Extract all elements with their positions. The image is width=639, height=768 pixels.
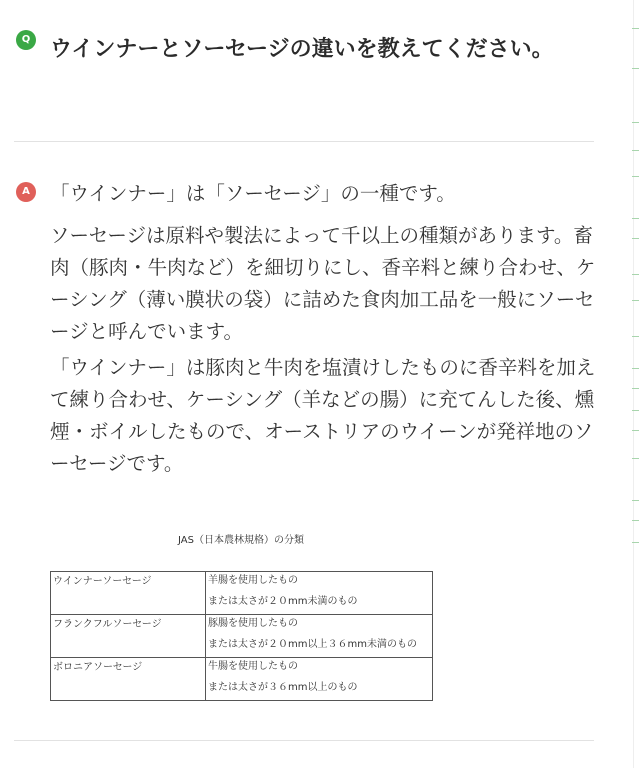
sausage-name: ウインナーソーセージ bbox=[51, 572, 206, 615]
sidebar-tick bbox=[632, 542, 639, 543]
sidebar-tick bbox=[632, 388, 639, 389]
sidebar-tick bbox=[632, 410, 639, 411]
spec-casing: 牛腸を使用したもの bbox=[208, 661, 298, 672]
sidebar-tick bbox=[632, 238, 639, 239]
sidebar-tick bbox=[632, 520, 639, 521]
sidebar-tick bbox=[632, 500, 639, 501]
sidebar-tick bbox=[632, 68, 639, 69]
table-row bbox=[51, 658, 433, 701]
sausage-spec bbox=[206, 658, 433, 701]
divider-top bbox=[14, 141, 594, 142]
sidebar-tick bbox=[632, 150, 639, 151]
spec-thickness: または太さが２０mm未満のもの bbox=[208, 596, 358, 607]
spec-casing: 羊腸を使用したもの bbox=[208, 575, 298, 586]
sidebar-edge bbox=[633, 0, 634, 768]
spec-casing: 豚腸を使用したもの bbox=[208, 618, 298, 629]
jas-classification-table bbox=[50, 571, 433, 701]
divider-bottom bbox=[14, 740, 594, 741]
spec-thickness: または太さが３６mm以上のもの bbox=[208, 682, 358, 693]
sidebar-tick bbox=[632, 368, 639, 369]
sausage-spec bbox=[206, 615, 433, 658]
answer-badge-icon: A bbox=[16, 182, 36, 202]
sausage-name: フランクフルソーセージ bbox=[51, 615, 206, 658]
answer-paragraph-3: 「ウインナー」は豚肉と牛肉を塩漬けしたものに香辛料を加えて練り合わせ、ケーシング（羊などの腸）に充てんした後、燻煙・ボイルしたもので、オーストリアのウイーンが発祥地のソーセージです。 bbox=[50, 356, 596, 475]
table-row bbox=[51, 615, 433, 658]
spec-thickness: または太さが２０mm以上３６mm未満のもの bbox=[208, 639, 417, 650]
sidebar-tick bbox=[632, 122, 639, 123]
answer-body bbox=[50, 178, 598, 484]
sidebar-tick bbox=[632, 274, 639, 275]
question-badge-icon: Q bbox=[16, 30, 36, 50]
question-text: ウインナーとソーセージの違いを教えてください。 bbox=[50, 37, 554, 62]
sidebar-tick bbox=[632, 336, 639, 337]
table-row bbox=[51, 572, 433, 615]
table-caption: JAS（日本農林規格）の分類 bbox=[178, 535, 304, 546]
sausage-spec bbox=[206, 572, 433, 615]
sidebar-tick bbox=[632, 28, 639, 29]
sidebar-tick bbox=[632, 218, 639, 219]
sausage-name: ボロニアソーセージ bbox=[51, 658, 206, 701]
sidebar-tick bbox=[632, 176, 639, 177]
sidebar-tick bbox=[632, 458, 639, 459]
sidebar-tick bbox=[632, 430, 639, 431]
sidebar-tick bbox=[632, 300, 639, 301]
answer-paragraph-2: ソーセージは原料や製法によって千以上の種類があります。畜肉（豚肉・牛肉など）を細切りにし、香辛料と練り合わせ、ケーシング（薄い膜状の袋）に詰めた食肉加工品を一般にソーセージと呼んでいます。 bbox=[50, 224, 596, 343]
answer-paragraph-1: 「ウインナー」は「ソーセージ」の一種です。 bbox=[50, 182, 456, 205]
